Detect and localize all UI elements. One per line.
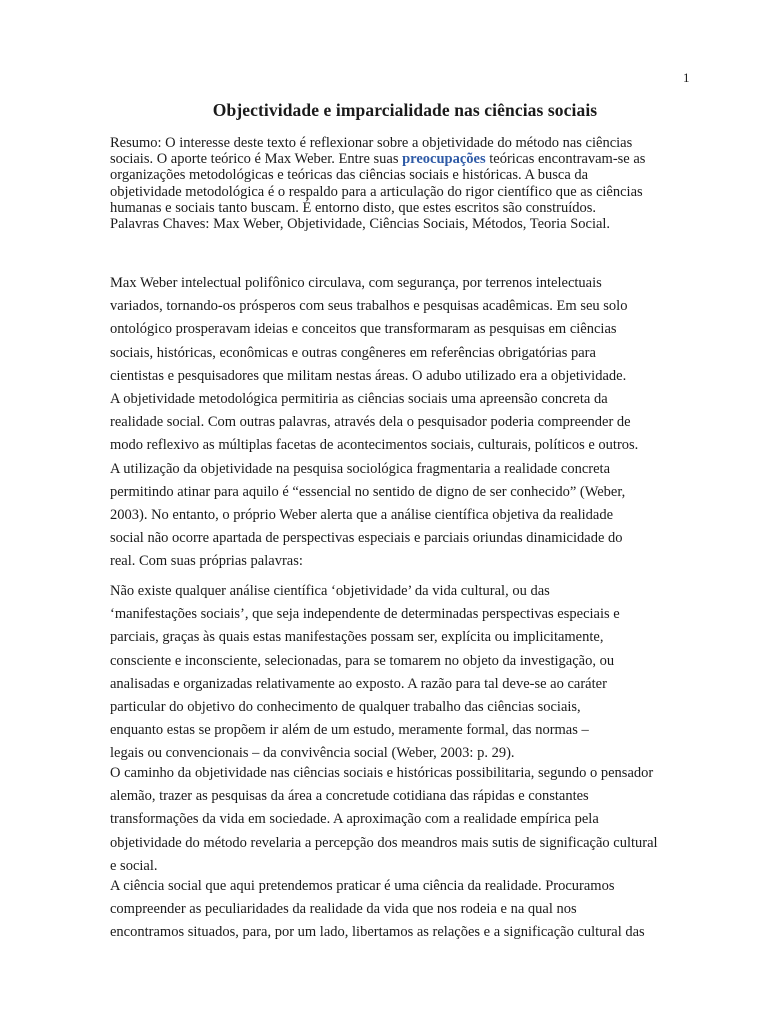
text-line: modo reflexivo as múltiplas facetas de acontecimentos sociais, culturais, políticos e outros. bbox=[110, 437, 639, 454]
text-line: alemão, trazer as pesquisas da área a concretude cotidiana das rápidas e constantes bbox=[110, 788, 589, 805]
abstract-text: teóricas encontravam-se as bbox=[485, 151, 646, 168]
abstract-line bbox=[110, 151, 730, 167]
abstract-text: sociais. O aporte teórico é Max Weber. Entre suas bbox=[110, 151, 403, 168]
quote-line: enquanto estas se propõem ir além de um estudo, meramente formal, das normas – bbox=[110, 722, 589, 739]
text-line: variados, tornando-os prósperos com seus trabalhos e pesquisas acadêmicas. Em seu solo bbox=[110, 298, 628, 315]
text-line: realidade social. Com outras palavras, através dela o pesquisador poderia compreender de bbox=[110, 414, 631, 431]
abstract bbox=[110, 135, 730, 232]
highlighted-word: preocupações bbox=[402, 151, 486, 168]
quote-line: Não existe qualquer análise científica ‘objetividade’ da vida cultural, ou das bbox=[110, 583, 550, 599]
abstract-line: objetividade metodológica é o respaldo para a articulação do rigor científico que as ciências bbox=[110, 183, 643, 200]
document-title: Objectividade e imparcialidade nas ciências sociais bbox=[212, 100, 598, 120]
text-line: A objetividade metodológica permitiria as ciências sociais uma apreensão concreta da bbox=[110, 391, 608, 408]
text-line: A ciência social que aqui pretendemos praticar é uma ciência da realidade. Procuramos bbox=[110, 878, 615, 894]
keywords-line: Palavras Chaves: Max Weber, Objetividade, Ciências Sociais, Métodos, Teoria Social. bbox=[110, 216, 611, 233]
abstract-line: humanas e sociais tanto buscam. É entorno disto, que estes escritos são construídos. bbox=[110, 199, 597, 216]
text-line: ontológico prosperavam ideias e conceitos que transformaram as pesquisas em ciências bbox=[110, 321, 617, 338]
quote-line: analisadas e organizadas relativamente ao exposto. A razão para tal deve-se ao caráter bbox=[110, 675, 607, 692]
quote-line: legais ou convencionais – da convivência social (Weber, 2003: p. 29). bbox=[110, 745, 515, 762]
quote-line: parciais, graças às quais estas manifestações possam ser, explícita ou implicitamente, bbox=[110, 629, 604, 646]
text-line: Max Weber intelectual polifônico circulava, com segurança, por terrenos intelectuais bbox=[110, 275, 602, 291]
body-paragraph-3 bbox=[110, 875, 720, 945]
text-line: 2003). No entanto, o próprio Weber alerta que a análise científica objetiva da realidade bbox=[110, 507, 614, 524]
abstract-line: Resumo: O interesse deste texto é reflexionar sobre a objetividade do método nas ciências bbox=[110, 135, 633, 151]
text-line: compreender as peculiaridades da realidade da vida que nos rodeia e na qual nos bbox=[110, 901, 577, 918]
text-line: O caminho da objetividade nas ciências sociais e históricas possibilitaria, segundo o pensador bbox=[110, 765, 654, 781]
block-quote bbox=[110, 580, 720, 766]
quote-line: ‘manifestações sociais’, que seja independente de determinadas perspectivas especiais e bbox=[110, 606, 620, 623]
quote-line: particular do objetivo do conhecimento de qualquer trabalho das ciências sociais, bbox=[110, 699, 581, 716]
text-line: cientistas e pesquisadores que militam nestas áreas. O adubo utilizado era a objetividade. bbox=[110, 367, 627, 384]
text-line: e social. bbox=[110, 857, 158, 874]
page-number: 1 bbox=[683, 70, 690, 85]
body-paragraph-1 bbox=[110, 272, 720, 574]
text-line: social não ocorre apartada de perspectivas especiais e parciais oriundas dinamicidade do bbox=[110, 530, 623, 547]
text-line: real. Com suas próprias palavras: bbox=[110, 553, 303, 570]
abstract-line: organizações metodológicas e teóricas das ciências sociais e históricas. A busca da bbox=[110, 167, 589, 184]
text-line: permitindo atinar para aquilo é “essencial no sentido de digno de ser conhecido” (Weber, bbox=[110, 483, 626, 500]
quote-line: consciente e inconsciente, selecionadas, para se tomarem no objeto da investigação, ou bbox=[110, 652, 615, 669]
text-line: encontramos situados, para, por um lado, libertamos as relações e a significação cultural das bbox=[110, 924, 645, 941]
text-line: sociais, históricas, econômicas e outras congêneres em referências obrigatórias para bbox=[110, 344, 596, 361]
text-line: A utilização da objetividade na pesquisa sociológica fragmentaria a realidade concreta bbox=[110, 460, 611, 477]
body-paragraph-2 bbox=[110, 762, 720, 878]
text-line: objetividade do método revelaria a percepção dos meandros mais sutis de significação cultural bbox=[110, 834, 658, 851]
text-line: transformações da vida em sociedade. A aproximação com a realidade empírica pela bbox=[110, 811, 599, 828]
